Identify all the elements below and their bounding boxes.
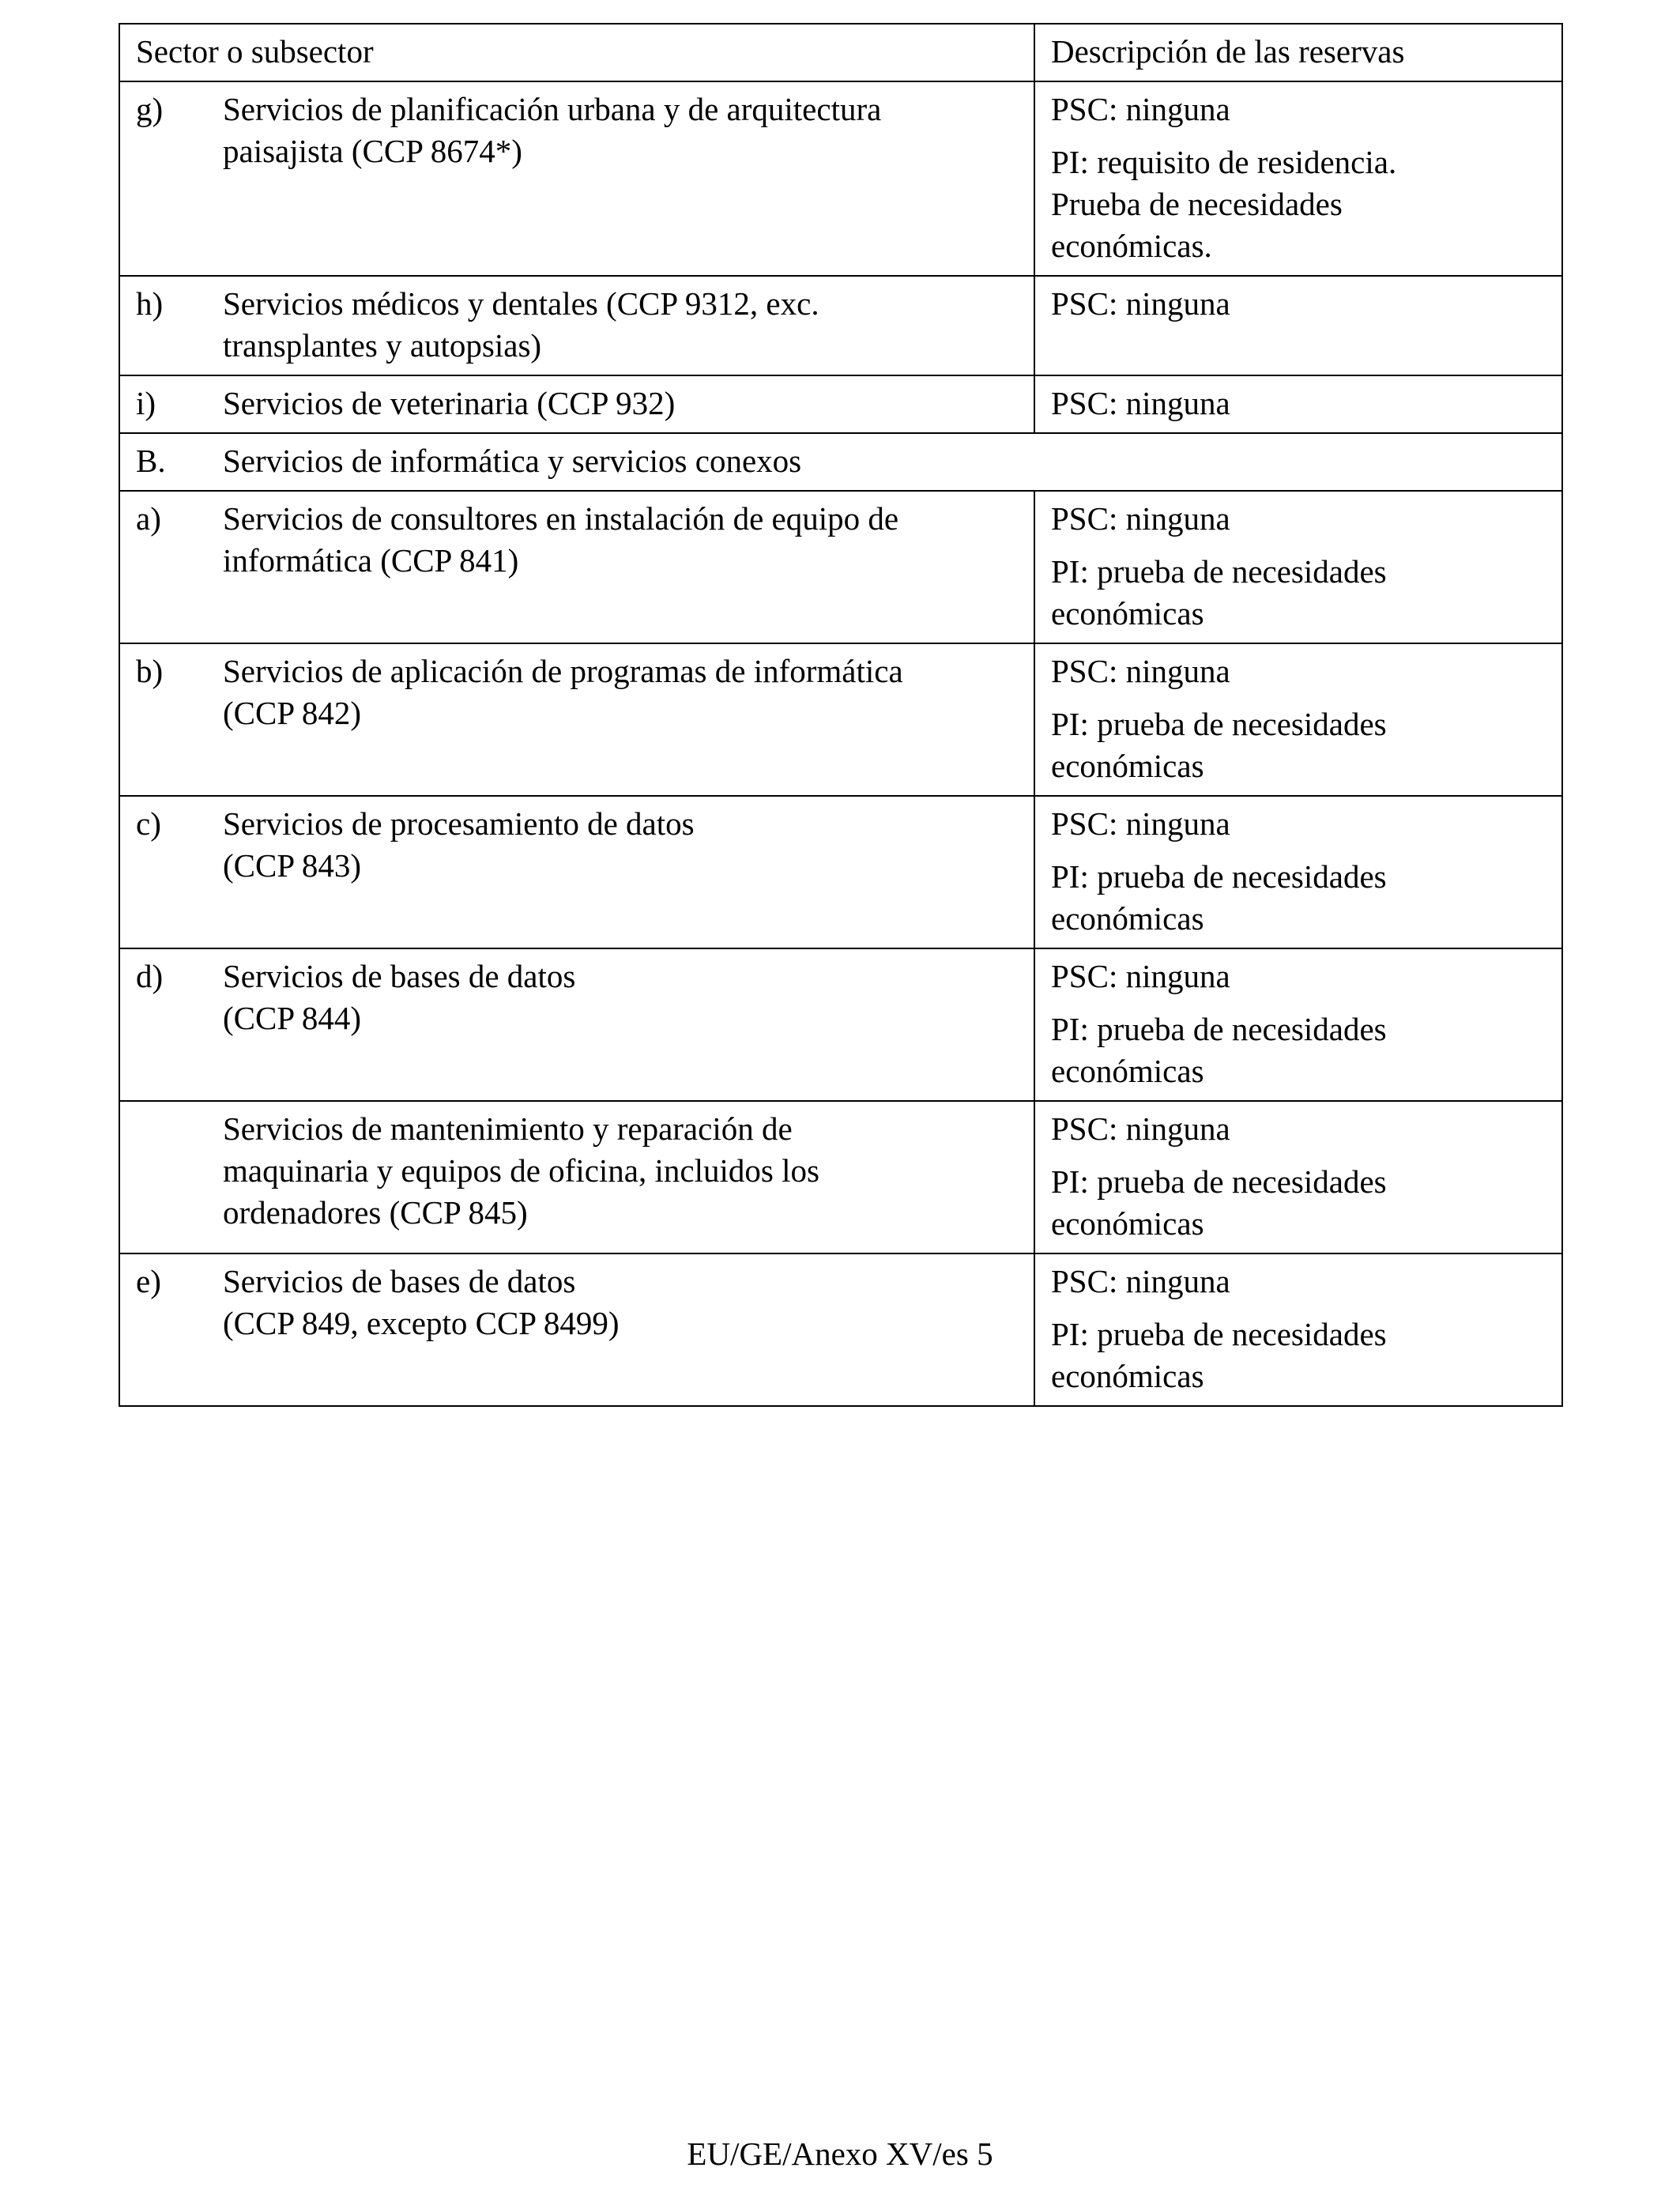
page-footer: EU/GE/Anexo XV/es 5 [687,2136,993,2172]
sector-cell [119,1101,1034,1253]
table-row [119,1253,1562,1406]
description-line: PI: prueba de necesidades económicas [1051,553,1387,631]
description-cell [1034,81,1562,276]
sector-content [136,283,1019,367]
sector-text: Servicios de veterinaria (CCP 932) [223,385,676,421]
description-line: PI: requisito de residencia. Prueba de necesidades económicas. [1051,144,1397,264]
description-line: PI: prueba de necesidades económicas [1051,1163,1387,1242]
item-label: a) [136,500,161,537]
item-label: d) [136,958,164,994]
sector-cell [119,375,1034,433]
reservations-table [119,23,1563,1407]
table-row [119,948,1562,1101]
description-cell [1034,1101,1562,1253]
description-line: PI: prueba de necesidades económicas [1051,1316,1387,1394]
description-cell [1034,276,1562,375]
sector-cell [119,491,1034,643]
item-label: B. [136,443,166,479]
table-row [119,276,1562,375]
sector-content [136,440,1547,482]
sector-cell [119,81,1034,276]
description-cell [1034,375,1562,433]
sector-cell [119,643,1034,796]
sector-cell [119,948,1034,1101]
description-line: PSC: ninguna [1051,500,1230,537]
description-line: PSC: ninguna [1051,385,1230,421]
table-row [119,375,1562,433]
header-description: Descripción de las reservas [1034,24,1562,81]
item-label: e) [136,1263,161,1299]
description-line: PSC: ninguna [1051,91,1230,127]
sector-text: Servicios de mantenimiento y reparación de maquinaria y equipos de oficina, incluidos los ordenadores (CCP 845) [223,1110,819,1231]
sector-content [136,1261,1019,1344]
item-label: g) [136,91,164,127]
table-row [119,643,1562,796]
description-cell [1034,796,1562,948]
description-cell [1034,1253,1562,1406]
sector-content [136,89,1019,172]
item-label: c) [136,805,161,842]
description-line: PI: prueba de necesidades económicas [1051,706,1387,784]
table-row [119,1101,1562,1253]
description-cell [1034,491,1562,643]
sector-text: Servicios de planificación urbana y de arquitectura paisajista (CCP 8674*) [223,91,882,169]
table-row [119,491,1562,643]
sector-content [136,650,1019,734]
sector-cell [119,433,1562,491]
sector-text: Servicios de bases de datos (CCP 844) [223,958,576,1036]
table-body [119,81,1562,1406]
header-sector: Sector o subsector [119,24,1034,81]
sector-content [136,498,1019,582]
sector-text: Servicios médicos y dentales (CCP 9312, exc. transplantes y autopsias) [223,285,819,364]
description-cell [1034,643,1562,796]
sector-text: Servicios de aplicación de programas de informática (CCP 842) [223,653,903,731]
sector-text: Servicios de procesamiento de datos (CCP 843) [223,805,695,884]
description-line: PSC: ninguna [1051,1263,1230,1299]
description-line: PSC: ninguna [1051,653,1230,689]
item-label: b) [136,653,164,689]
description-line: PSC: ninguna [1051,285,1230,322]
sector-content [136,803,1019,887]
sector-cell [119,276,1034,375]
sector-content [136,956,1019,1039]
section-row [119,433,1562,491]
item-label: h) [136,285,164,322]
sector-content [136,1108,1019,1234]
sector-cell [119,1253,1034,1406]
table-header-row [119,24,1562,81]
sector-text: Servicios de bases de datos (CCP 849, excepto CCP 8499) [223,1263,620,1341]
sector-content [136,383,1019,424]
sector-cell [119,796,1034,948]
table-row [119,81,1562,276]
description-line: PSC: ninguna [1051,1110,1230,1147]
table-row [119,796,1562,948]
description-line: PI: prueba de necesidades económicas [1051,858,1387,937]
description-line: PSC: ninguna [1051,805,1230,842]
description-line: PSC: ninguna [1051,958,1230,994]
description-line: PI: prueba de necesidades económicas [1051,1011,1387,1089]
item-label: i) [136,385,156,421]
sector-text: Servicios de informática y servicios conexos [223,443,802,479]
description-cell [1034,948,1562,1101]
sector-text: Servicios de consultores en instalación de equipo de informática (CCP 841) [223,500,899,579]
